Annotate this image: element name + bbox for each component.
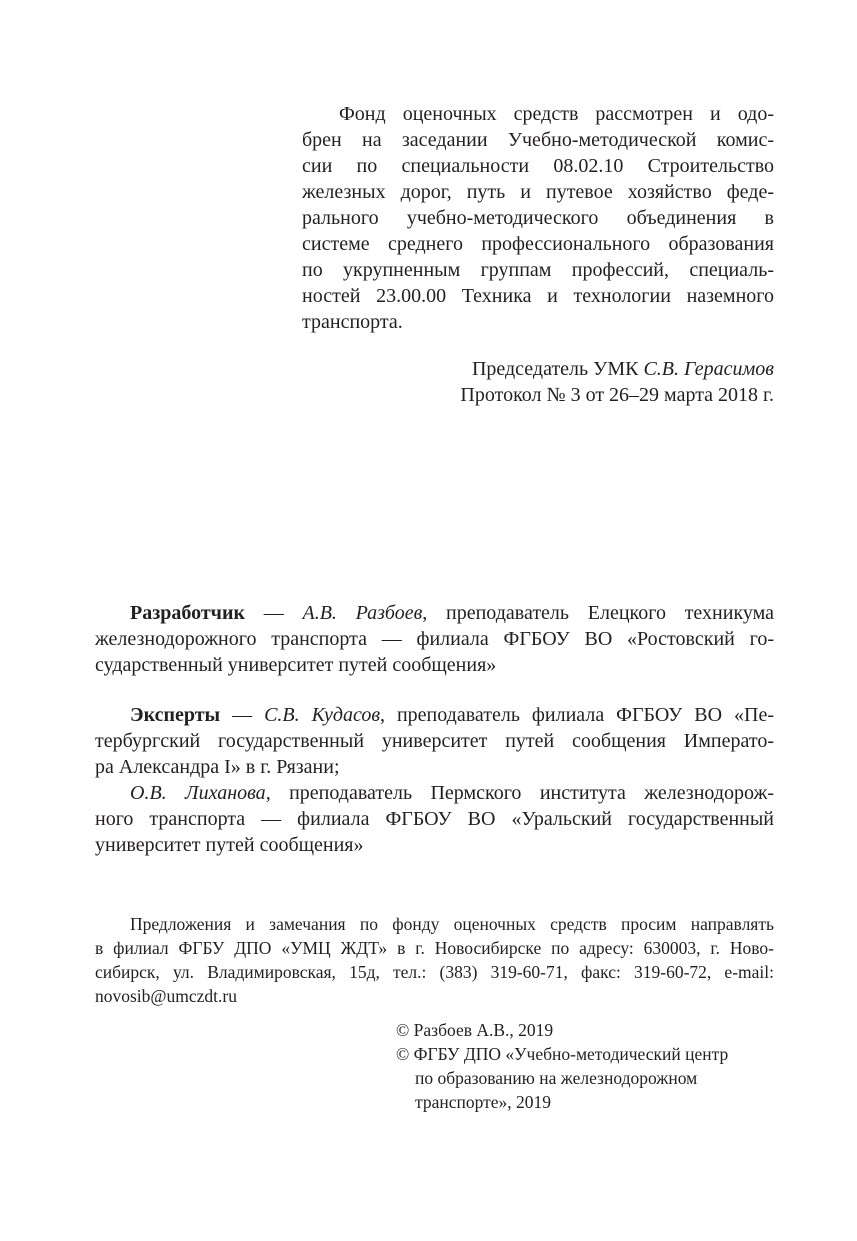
- experts-paragraph: [95, 702, 774, 858]
- expert-desc: , преподаватель Пермского института железнодорож-: [265, 782, 774, 804]
- expert-line: [95, 702, 774, 728]
- approval-paragraph: [302, 101, 774, 335]
- expert-line: [95, 780, 774, 806]
- approval-line: ностей 23.00.00 Техника и технологии наземного: [302, 285, 774, 307]
- approval-line: транспорта.: [302, 311, 403, 333]
- expert-line: университет путей сообщения»: [95, 834, 364, 856]
- approval-line: железных дорог, путь и путевое хозяйство феде-: [302, 181, 774, 203]
- developer-name: А.В. Разбоев: [302, 602, 423, 624]
- contact-email: novosib@umczdt.ru: [95, 986, 237, 1006]
- developer-paragraph: [95, 600, 774, 678]
- approval-line: системе среднего профессионального образования: [302, 233, 774, 255]
- chairman-label: Председатель УМК: [471, 358, 639, 380]
- experts-heading: Эксперты: [130, 704, 221, 726]
- approval-line: Фонд оценочных средств рассмотрен и одо-: [339, 103, 774, 125]
- expert-line: ра Александра I» в г. Рязани;: [95, 756, 340, 778]
- approval-line: сии по специальности 08.02.10 Строительство: [302, 155, 774, 177]
- copyright-line: © ФГБУ ДПО «Учебно-методический центр: [396, 1044, 729, 1064]
- copyright-block: [396, 1018, 774, 1114]
- approval-line: брен на заседании Учебно-методической комис-: [302, 129, 774, 151]
- copyright-line: транспорте», 2019: [415, 1092, 552, 1112]
- expert-name: О.В. Лиханова: [130, 782, 266, 804]
- experts-dash: —: [220, 704, 265, 726]
- copyright-line: по образованию на железнодорожном: [415, 1068, 698, 1088]
- developer-heading: Разработчик: [130, 602, 245, 624]
- expert-desc: , преподаватель филиала ФГБОУ ВО «Пе-: [380, 704, 774, 726]
- approval-line: рального учебно-методического объединения в: [302, 207, 774, 229]
- developer-line: [95, 600, 774, 626]
- contact-line: сибирск, ул. Владимировская, 15д, тел.: (383) 319-60-71, факс: 319-60-72, e-mail:: [95, 962, 774, 982]
- copyright-line: © Разбоев А.В., 2019: [396, 1020, 554, 1040]
- developer-desc: , преподаватель Елецкого техникума: [422, 602, 775, 624]
- developer-line: сударственный университет путей сообщения»: [95, 654, 497, 676]
- expert-line: ного транспорта — филиала ФГБОУ ВО «Уральский государственный: [95, 808, 774, 830]
- expert-name: С.В. Кудасов: [264, 704, 381, 726]
- contact-line: Предложения и замечания по фонду оценочных средств просим направлять: [130, 914, 774, 934]
- protocol-line: Протокол № 3 от 26–29 марта 2018 г.: [460, 384, 774, 406]
- contact-paragraph: [95, 912, 774, 1008]
- chairman-line: [302, 356, 774, 382]
- expert-line: тербургский государственный университет путей сообщения Императо-: [95, 730, 774, 752]
- contact-line: в филиал ФГБУ ДПО «УМЦ ЖДТ» в г. Новосибирске по адресу: 630003, г. Ново-: [95, 938, 774, 958]
- chairman-name: С.В. Герасимов: [643, 358, 774, 380]
- developer-line: железнодорожного транспорта — филиала ФГБОУ ВО «Ростовский го-: [95, 628, 774, 650]
- developer-dash: —: [245, 602, 303, 624]
- chairman-block: [302, 356, 774, 408]
- approval-line: по укрупненным группам профессий, специаль-: [302, 259, 774, 281]
